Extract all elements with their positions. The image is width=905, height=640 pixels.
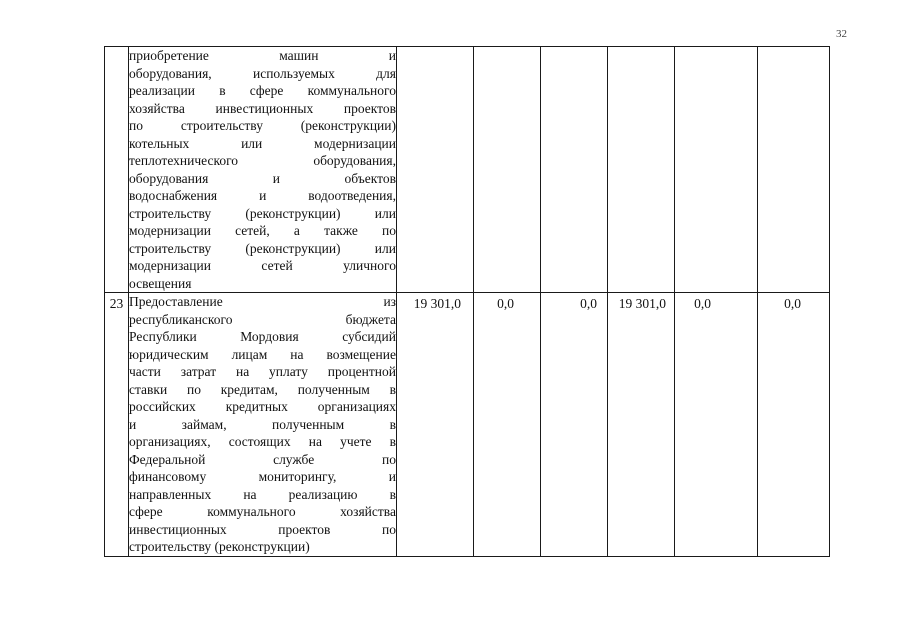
description-word: модернизации xyxy=(129,258,211,273)
value-cell-col-5 xyxy=(675,47,758,293)
description-word: на xyxy=(308,434,322,449)
table-row xyxy=(105,293,830,557)
description-word: сфере xyxy=(249,83,284,98)
description-word: Федеральной xyxy=(129,451,206,467)
description-line xyxy=(129,275,396,293)
description-word: реализацию xyxy=(288,486,358,502)
description-line xyxy=(129,398,396,416)
description-word: и xyxy=(259,188,267,203)
description-word: и xyxy=(388,469,396,484)
description-word: (реконструкции) xyxy=(214,539,310,554)
description-word: водоотведения, xyxy=(308,188,396,203)
description-word: освещения xyxy=(129,275,192,291)
description-word: сфере xyxy=(129,504,163,519)
description-word: процентной xyxy=(327,364,396,379)
description-word: котельных xyxy=(129,135,190,151)
description-word: организациях, xyxy=(129,434,211,449)
description-line xyxy=(129,222,396,240)
description-word: (реконструкции) xyxy=(245,205,341,221)
description-word: российских xyxy=(129,399,196,414)
budget-table xyxy=(104,46,830,557)
description-word: бюджета xyxy=(345,311,396,327)
description-line xyxy=(129,100,396,118)
description-word: в xyxy=(389,381,396,397)
description-line xyxy=(129,311,396,329)
description-word: или xyxy=(374,240,396,256)
description-word: субсидий xyxy=(342,329,396,344)
description-word: лицам xyxy=(231,346,268,362)
description-word: используемых xyxy=(252,65,335,81)
description-word: и xyxy=(388,48,396,63)
description-word: объектов xyxy=(344,170,396,186)
description-word: коммунального xyxy=(307,83,396,98)
description-word: строительству xyxy=(180,118,263,133)
description-word: машин xyxy=(279,48,319,63)
description-word: (реконструкции) xyxy=(300,118,396,133)
description-word: а xyxy=(293,223,300,238)
description-word: водоснабжения xyxy=(129,188,218,203)
description-word: по xyxy=(382,223,396,238)
description-word: также xyxy=(324,223,358,238)
description-line xyxy=(129,416,396,434)
description-line xyxy=(129,346,396,364)
description-cell xyxy=(129,47,397,293)
description-line xyxy=(129,433,396,451)
description-word: ставки xyxy=(129,381,168,397)
description-line xyxy=(129,328,396,346)
description-line xyxy=(129,538,396,556)
description-word: реализации xyxy=(129,83,195,98)
value-cell-col-4 xyxy=(608,47,675,293)
row-number-cell xyxy=(105,47,129,293)
description-word: инвестиционных xyxy=(129,521,227,537)
description-word: модернизации xyxy=(129,223,211,238)
description-line xyxy=(129,293,396,311)
value-cell-col-6 xyxy=(758,47,830,293)
description-word: направленных xyxy=(129,486,212,502)
description-word: займам, xyxy=(181,416,227,432)
description-line xyxy=(129,187,396,205)
description-word: и xyxy=(272,170,281,186)
description-word: затрат xyxy=(180,364,217,379)
description-word: Предоставление xyxy=(129,294,223,309)
description-line xyxy=(129,521,396,539)
description-word: по xyxy=(129,118,143,133)
description-word: по xyxy=(186,381,201,397)
description-word: мониторингу, xyxy=(258,469,337,484)
description-word: по xyxy=(382,451,396,467)
description-word: кредитных xyxy=(225,399,288,414)
value-cell-col-3 xyxy=(541,47,608,293)
description-line xyxy=(129,205,396,223)
description-word: строительству xyxy=(129,240,212,256)
value-cell-col-3: 0,0 xyxy=(541,293,608,557)
description-line xyxy=(129,47,396,65)
description-word: учете xyxy=(340,434,372,449)
description-line xyxy=(129,117,396,135)
description-word: на xyxy=(235,364,250,379)
description-word: сетей xyxy=(261,258,293,273)
description-word: строительству xyxy=(129,539,212,554)
table-row xyxy=(105,47,830,293)
description-word: Мордовия xyxy=(240,329,299,344)
description-word: хозяйства xyxy=(129,100,185,116)
description-word: строительству xyxy=(129,205,212,221)
description-word: проектов xyxy=(343,100,396,116)
description-word: по xyxy=(382,521,396,537)
value-cell-col-2: 0,0 xyxy=(474,293,541,557)
description-word: полученным xyxy=(297,381,370,397)
description-word: оборудования xyxy=(129,170,209,186)
description-line xyxy=(129,468,396,486)
description-word: коммунального xyxy=(207,504,296,519)
description-word: республиканского xyxy=(129,311,233,327)
description-word: в xyxy=(389,416,396,432)
value-cell-col-2 xyxy=(474,47,541,293)
description-word: службе xyxy=(273,451,315,467)
description-word: части xyxy=(129,364,161,379)
description-word: (реконструкции) xyxy=(245,240,341,256)
description-word: хозяйства xyxy=(340,504,396,519)
description-word: из xyxy=(383,294,396,309)
description-word: финансовому xyxy=(129,469,207,484)
description-word: проектов xyxy=(278,521,331,537)
description-word: уличного xyxy=(343,258,396,273)
description-line xyxy=(129,170,396,188)
description-word: в xyxy=(389,486,396,502)
description-line xyxy=(129,82,396,100)
description-word: на xyxy=(290,346,304,362)
description-word: полученным xyxy=(272,416,345,432)
description-word: теплотехнического xyxy=(129,153,239,168)
description-word: в xyxy=(389,434,396,449)
description-word: или xyxy=(241,135,263,151)
description-line xyxy=(129,451,396,469)
description-word: Республики xyxy=(129,329,197,344)
value-cell-col-1: 19 301,0 xyxy=(397,293,474,557)
description-line xyxy=(129,152,396,170)
description-word: инвестиционных xyxy=(215,100,314,116)
page-number: 32 xyxy=(836,28,847,40)
description-word: возмещение xyxy=(326,346,396,362)
value-cell-col-5: 0,0 xyxy=(675,293,758,557)
row-number-cell: 23 xyxy=(105,293,129,557)
description-line xyxy=(129,257,396,275)
description-word: состоящих xyxy=(228,434,291,449)
description-word: или xyxy=(374,205,396,221)
description-word: оборудования, xyxy=(129,65,212,81)
description-line xyxy=(129,135,396,153)
description-line xyxy=(129,65,396,83)
description-word: уплату xyxy=(269,364,308,379)
value-cell-col-4: 19 301,0 xyxy=(608,293,675,557)
value-cell-col-6: 0,0 xyxy=(758,293,830,557)
description-line xyxy=(129,503,396,521)
description-word: оборудования, xyxy=(313,153,396,168)
description-word: на xyxy=(243,486,257,502)
description-word: приобретение xyxy=(129,48,209,63)
description-line xyxy=(129,240,396,258)
description-word: в xyxy=(219,83,226,98)
description-line xyxy=(129,363,396,381)
value-cell-col-1 xyxy=(397,47,474,293)
description-line xyxy=(129,381,396,399)
description-word: и xyxy=(129,416,137,432)
description-word: организациях xyxy=(317,399,396,414)
description-word: сетей, xyxy=(235,223,270,238)
description-word: кредитам, xyxy=(220,381,278,397)
description-word: модернизации xyxy=(314,135,396,151)
description-cell xyxy=(129,293,397,557)
description-word: юридическим xyxy=(129,346,209,362)
description-word: для xyxy=(376,65,396,81)
description-line xyxy=(129,486,396,504)
